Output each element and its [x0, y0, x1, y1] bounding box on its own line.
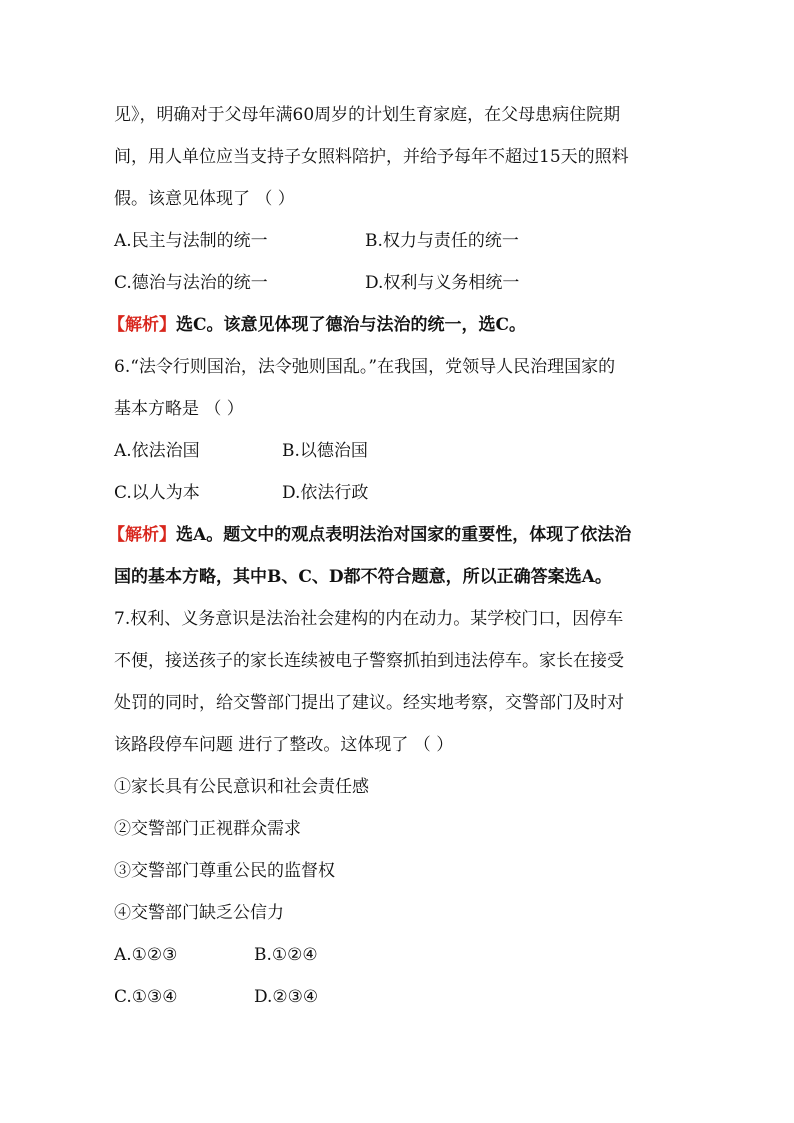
q7-item-4: ④交警部门缺乏公信力: [114, 903, 284, 923]
q6-option-d: D.依法行政: [282, 483, 369, 503]
q5-stem-line-3: 假。该意见体现了 （ ）: [114, 189, 295, 209]
analysis-tag: 【解析】: [108, 525, 176, 545]
q7-item-1: ①家长具有公民意识和社会责任感: [114, 777, 369, 797]
q6-stem-line-1: 6.“法令行则国治，法令弛则国乱。”在我国，党领导人民治理国家的: [114, 357, 616, 377]
q5-option-a: A.民主与法制的统一: [114, 231, 268, 251]
q7-stem-line-4: 该路段停车问题 进行了整改。这体现了 （ ）: [114, 735, 454, 755]
q6-analysis-line-1: [108, 524, 631, 546]
q7-stem-line-3: 处罚的同时，给交警部门提出了建议。经实地考察，交警部门及时对: [114, 693, 624, 713]
q7-stem-line-2: 不便，接送孩子的家长连续被电子警察抓拍到违法停车。家长在接受: [114, 651, 624, 671]
q5-analysis-text: 选C。该意见体现了德治与法治的统一，选C。: [176, 315, 527, 335]
q5-option-d: D.权利与义务相统一: [365, 273, 520, 293]
q6-option-a: A.依法治国: [114, 441, 200, 461]
q5-option-c: C.德治与法治的统一: [114, 273, 268, 293]
q6-stem-line-2: 基本方略是 （ ）: [114, 399, 244, 419]
q7-option-c: C.①③④: [114, 987, 178, 1007]
q7-option-a: A.①②③: [114, 945, 178, 965]
q5-option-b: B.权力与责任的统一: [365, 231, 519, 251]
q5-analysis: [108, 314, 526, 336]
q6-option-c: C.以人为本: [114, 483, 200, 503]
q6-analysis-text-1: 选A。题文中的观点表明法治对国家的重要性，体现了依法治: [176, 525, 632, 545]
q5-stem-line-1: 见》，明确对于父母年满60周岁的计划生育家庭，在父母患病住院期: [114, 105, 621, 125]
q7-item-3: ③交警部门尊重公民的监督权: [114, 861, 335, 881]
q6-option-b: B.以德治国: [282, 441, 368, 461]
analysis-tag: 【解析】: [108, 315, 176, 335]
q7-item-2: ②交警部门正视群众需求: [114, 819, 301, 839]
q7-option-d: D.②③④: [254, 987, 319, 1007]
q7-option-b: B.①②④: [254, 945, 318, 965]
q6-analysis-line-2: 国的基本方略，其中B、C、D都不符合题意，所以正确答案选A。: [114, 567, 612, 587]
q5-stem-line-2: 间，用人单位应当支持子女照料陪护，并给予每年不超过15天的照料: [114, 147, 629, 167]
q7-stem-line-1: 7.权利、义务意识是法治社会建构的内在动力。某学校门口，因停车: [114, 609, 624, 629]
